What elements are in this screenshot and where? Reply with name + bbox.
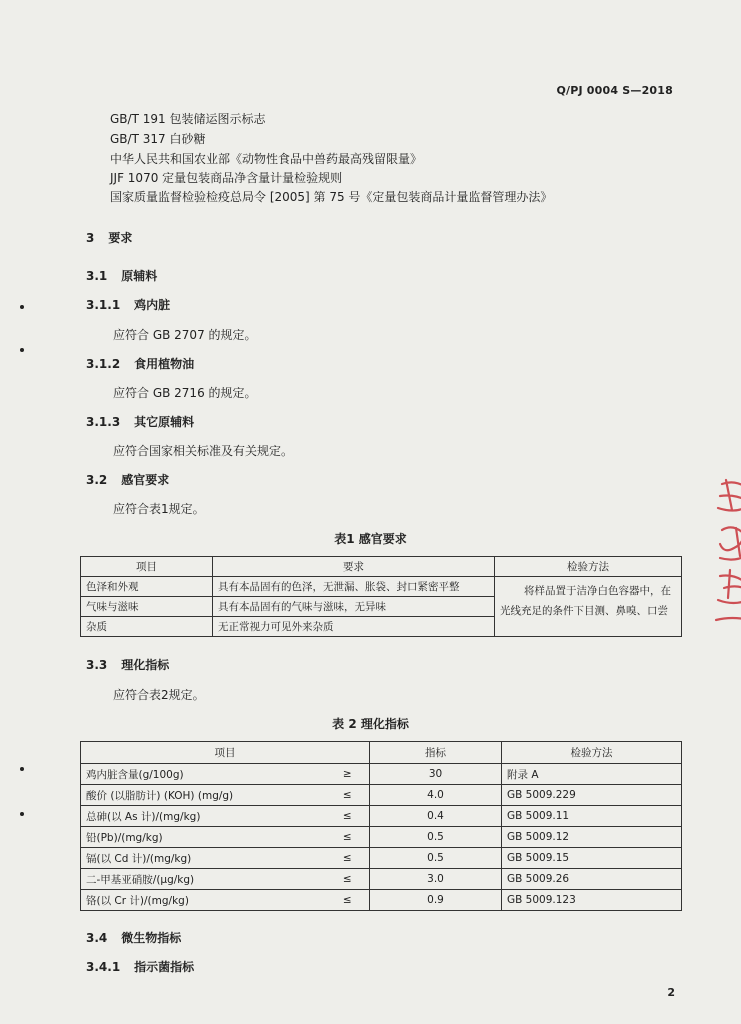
paragraph: 应符合国家相关标准及有关规定。: [113, 444, 294, 458]
table-cell: GB 5009.12: [502, 827, 682, 848]
paragraph: 应符合 GB 2716 的规定。: [113, 386, 257, 400]
section-number: 3.2: [86, 473, 108, 487]
reference-line: 国家质量监督检验检疫总局令 [2005] 第 75 号《定量包装商品计量监督管理办法》: [110, 190, 553, 204]
section-heading: [86, 656, 169, 673]
table-cell: 附录 A: [502, 764, 682, 785]
table-cell: 杂质: [81, 617, 213, 637]
sensory-requirements-table: [80, 556, 682, 637]
table-cell: ≤: [326, 785, 370, 806]
table-cell: 无正常视力可见外来杂质: [213, 617, 495, 637]
physicochemical-indicators-table: [80, 741, 682, 911]
table-cell: 具有本品固有的色泽，无泄漏、胀袋、封口紧密平整: [213, 577, 495, 597]
paragraph: 应符合表2规定。: [113, 688, 205, 702]
section-number: 3.4: [86, 931, 108, 945]
section-title: 理化指标: [121, 658, 170, 672]
table-cell: 色泽和外观: [81, 577, 213, 597]
paragraph: 应符合 GB 2707 的规定。: [113, 328, 257, 342]
table-cell: ≥: [326, 764, 370, 785]
section-number: 3.1.3: [86, 415, 121, 429]
table-row: [81, 785, 682, 806]
section-title: 其它原辅料: [134, 415, 195, 429]
section-title: 微生物指标: [121, 931, 182, 945]
table-cell: 0.5: [370, 827, 502, 848]
section-title: 感官要求: [121, 473, 170, 487]
table-cell: 30: [370, 764, 502, 785]
section-heading: [86, 958, 194, 975]
table-cell: ≤: [326, 806, 370, 827]
table-cell: 0.4: [370, 806, 502, 827]
binding-hole-mark: [20, 305, 24, 309]
page-number: 2: [667, 986, 675, 999]
section-heading: [86, 929, 181, 946]
reference-line: GB/T 317 白砂糖: [110, 132, 206, 146]
table-row: [81, 848, 682, 869]
table-cell: GB 5009.123: [502, 890, 682, 911]
section-number: 3.3: [86, 658, 108, 672]
table-cell: 镉(以 Cd 计)/(mg/kg): [81, 848, 326, 869]
table-cell: ≤: [326, 848, 370, 869]
reference-line: 中华人民共和国农业部《动物性食品中兽药最高残留限量》: [110, 152, 423, 166]
table-cell: ≤: [326, 869, 370, 890]
table-header-cell: 项目: [81, 742, 370, 764]
binding-hole-mark: [20, 348, 24, 352]
red-seal-stamp-icon: [712, 472, 741, 632]
table-header-cell: 要求: [213, 557, 495, 577]
section-title: 食用植物油: [134, 357, 195, 371]
table-cell: GB 5009.229: [502, 785, 682, 806]
table-cell: 具有本品固有的气味与滋味，无异味: [213, 597, 495, 617]
section-heading: [86, 471, 169, 488]
reference-line: JJF 1070 定量包装商品净含量计量检验规则: [110, 171, 343, 185]
table-header-cell: 检验方法: [495, 557, 682, 577]
binding-hole-mark: [20, 767, 24, 771]
section-heading: [86, 267, 157, 284]
binding-hole-mark: [20, 812, 24, 816]
section-number: 3.4.1: [86, 960, 121, 974]
table-cell: 0.9: [370, 890, 502, 911]
table1-caption: 表1 感官要求: [334, 532, 407, 546]
section-heading: [86, 296, 170, 313]
table-header-cell: 项目: [81, 557, 213, 577]
table-row: [81, 577, 682, 597]
table-row: [81, 764, 682, 785]
section-heading: [86, 355, 194, 372]
table-header-row: [81, 557, 682, 577]
standard-code: Q/PJ 0004 S—2018: [556, 84, 673, 97]
table-cell: 4.0: [370, 785, 502, 806]
table-cell: 酸价 (以脂肪计) (KOH) (mg/g): [81, 785, 326, 806]
table-header-cell: 指标: [370, 742, 502, 764]
table-cell: 铅(Pb)/(mg/kg): [81, 827, 326, 848]
table-cell: 气味与滋味: [81, 597, 213, 617]
table-cell: GB 5009.26: [502, 869, 682, 890]
table2-caption: 表 2 理化指标: [332, 717, 409, 731]
table-cell: 总砷(以 As 计)/(mg/kg): [81, 806, 326, 827]
table-cell: 鸡内脏含量(g/100g): [81, 764, 326, 785]
table-cell: 3.0: [370, 869, 502, 890]
table-row: [81, 806, 682, 827]
table-cell: 0.5: [370, 848, 502, 869]
table-cell: 二-甲基亚硝胺/(μg/kg): [81, 869, 326, 890]
table-header-row: [81, 742, 682, 764]
section-title: 要求: [108, 231, 133, 245]
inspection-method-cell: 将样品置于洁净白色容器中，在光线充足的条件下目测、鼻嗅、口尝: [495, 577, 682, 637]
reference-line: GB/T 191 包装储运图示标志: [110, 112, 266, 126]
table-cell: ≤: [326, 827, 370, 848]
table-row: [81, 827, 682, 848]
section-number: 3.1.2: [86, 357, 121, 371]
table-cell: 铬(以 Cr 计)/(mg/kg): [81, 890, 326, 911]
table-header-cell: 检验方法: [502, 742, 682, 764]
section-heading: [86, 229, 132, 246]
section-title: 原辅料: [121, 269, 158, 283]
table-cell: ≤: [326, 890, 370, 911]
table-row: [81, 890, 682, 911]
table-row: [81, 869, 682, 890]
table-cell: GB 5009.15: [502, 848, 682, 869]
section-number: 3: [86, 231, 95, 245]
paragraph: 应符合表1规定。: [113, 502, 205, 516]
section-heading: [86, 413, 194, 430]
section-number: 3.1.1: [86, 298, 121, 312]
section-title: 鸡内脏: [134, 298, 171, 312]
section-title: 指示菌指标: [134, 960, 195, 974]
table-cell: GB 5009.11: [502, 806, 682, 827]
section-number: 3.1: [86, 269, 108, 283]
